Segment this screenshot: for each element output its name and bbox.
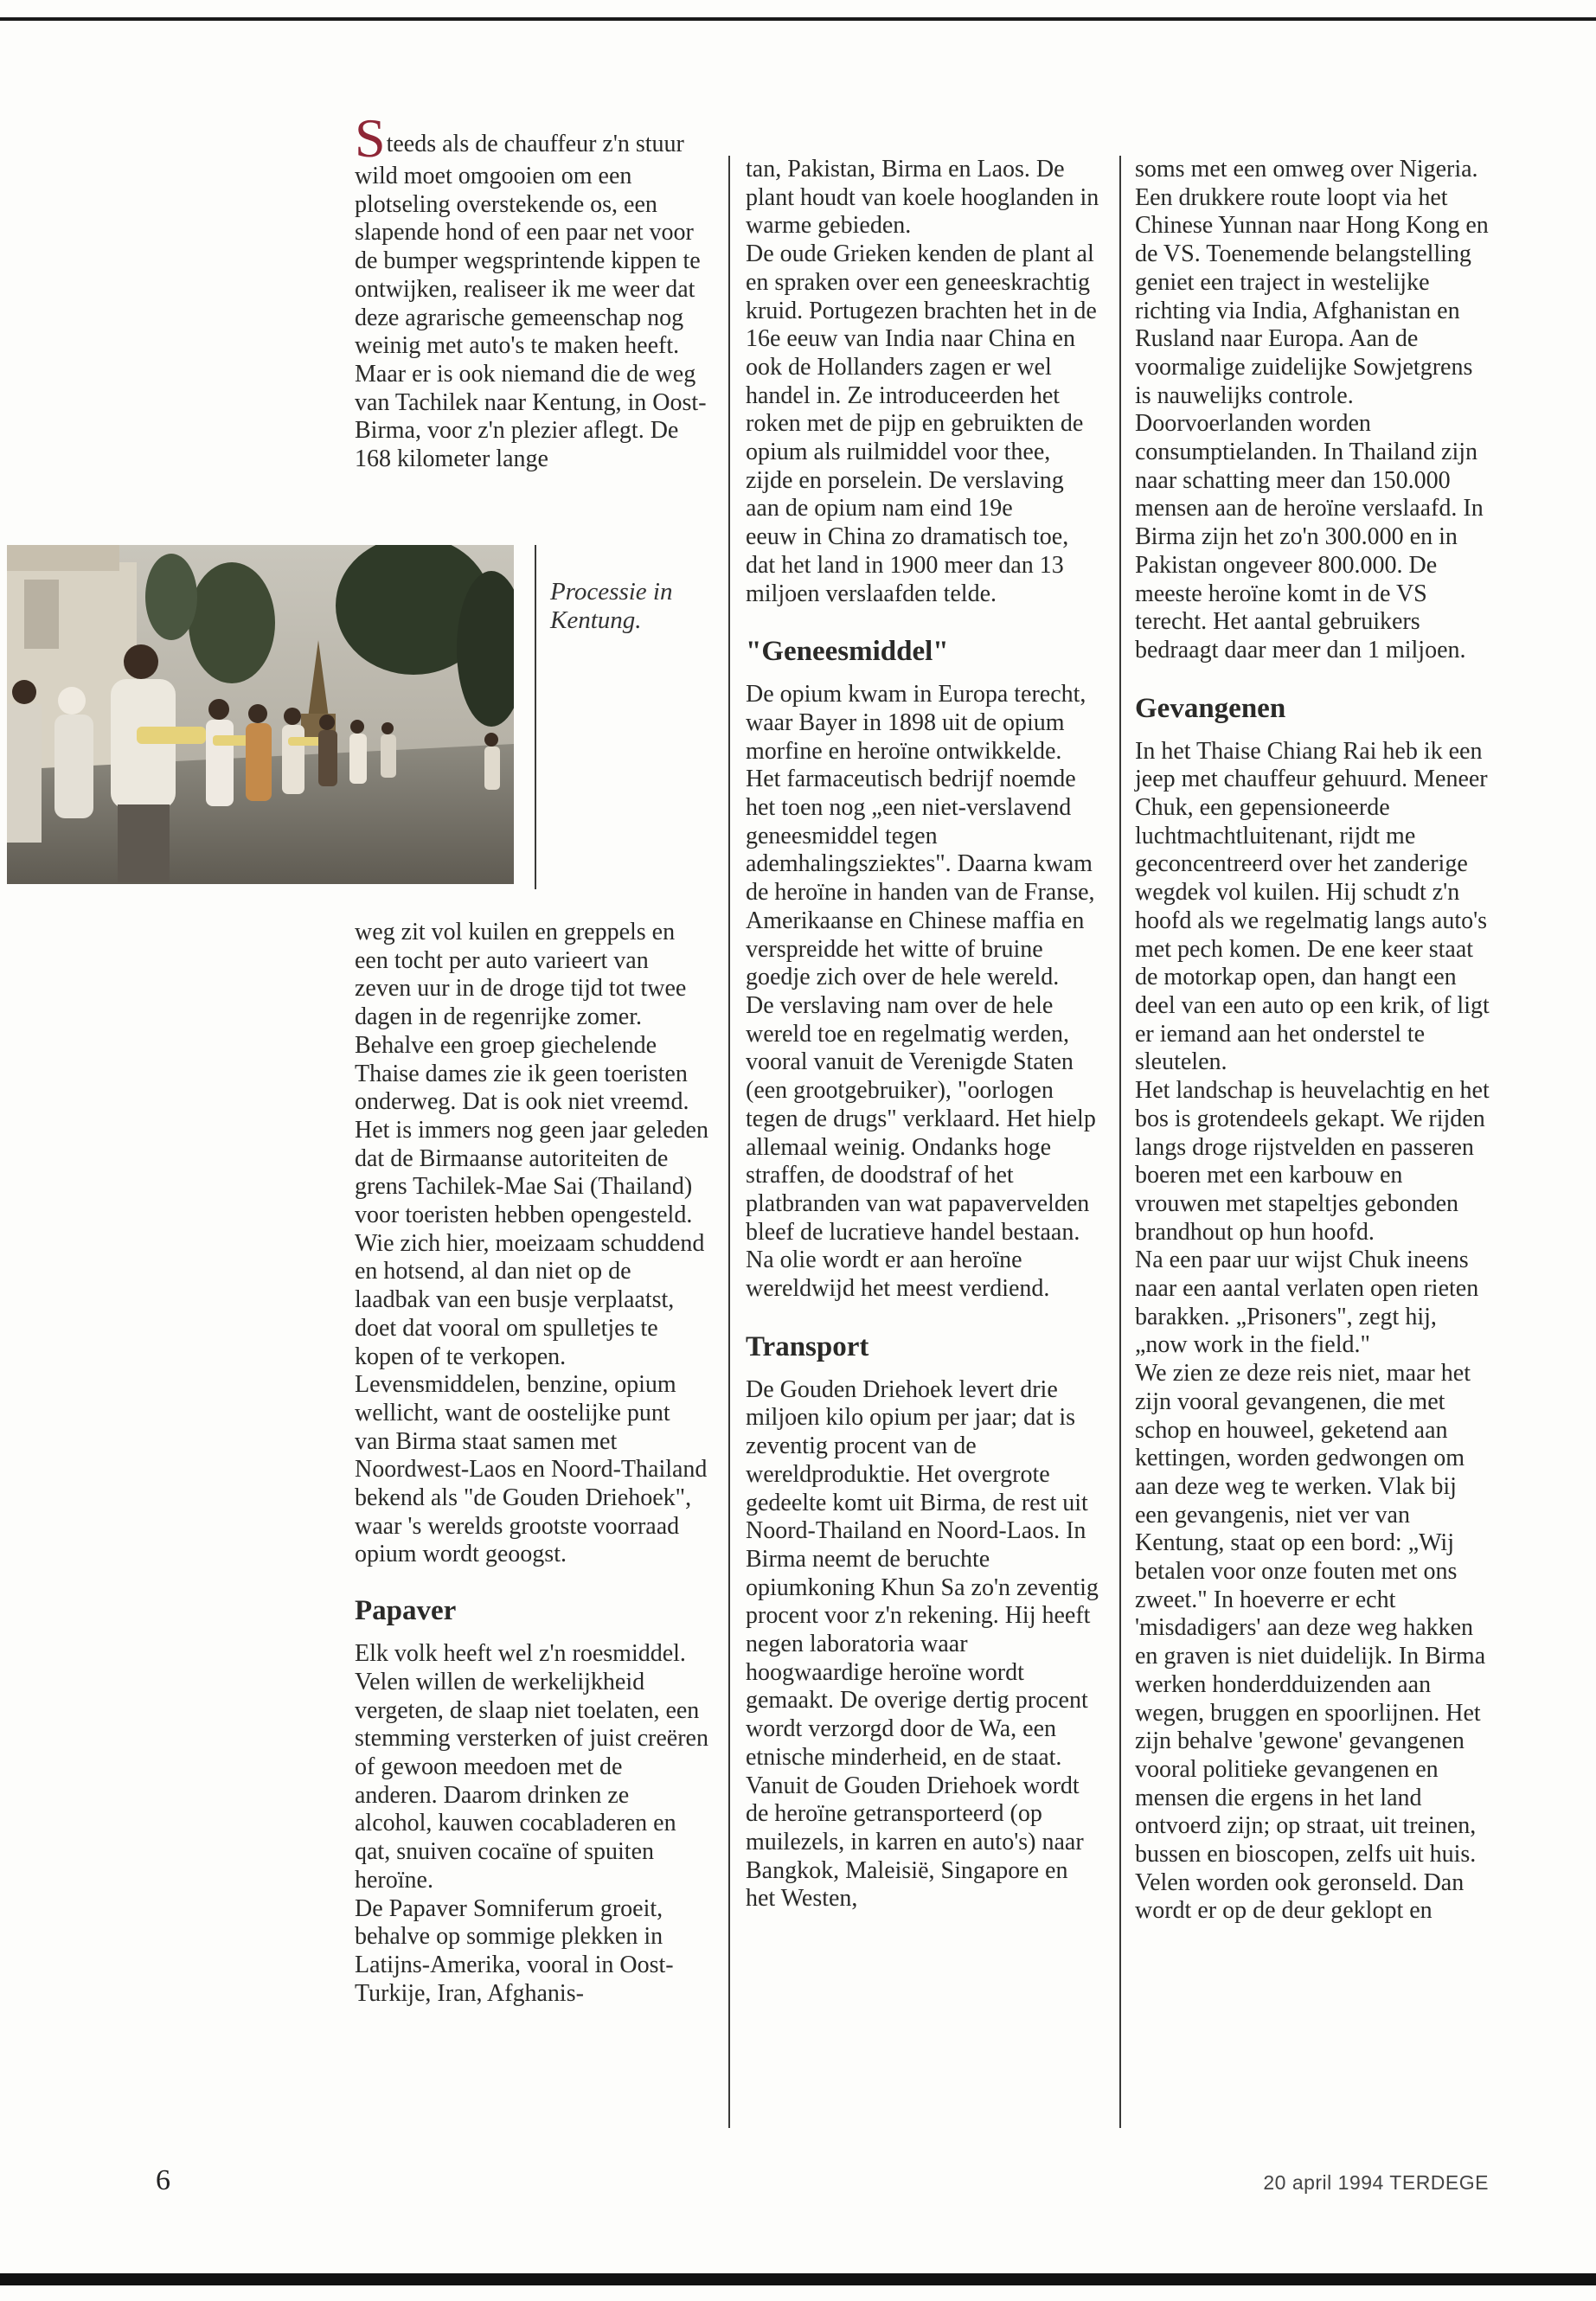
paragraph: Doorvoerlanden worden consumptielanden. In Thailand zijn naar schatting meer dan 150.000 mensen aan de heroïne verslaafd. In Birma zijn het zo'n 300.000 en in Pakistan ongeveer 800.000. De meeste heroïne komt in de VS terecht. Het aantal gebruikers bedraagt daar meer dan 1 miljoen. [1135,410,1484,663]
column-3 [1135,156,1491,1926]
caption-rule [535,545,536,889]
paragraph: De Gouden Driehoek levert drie miljoen kilo opium per jaar; dat is zeventig procent van de wereldproduktie. Het overgrote gedeelte komt uit Birma, de rest uit Noord-Thailand en Noord-Laos. In Birma neemt de beruchte opiumkoning Khun Sa zo'n zeventig procent voor z'n rekening. Hij heeft negen laboratoria waar hoogwaardige heroïne wordt gemaakt. De overige dertig procent wordt verzorgd door de Wa, een etnische minderheid, en de staat. [746,1375,1099,1771]
column-1-bottom [355,919,709,2008]
paragraph: We zien ze deze reis niet, maar het zijn vooral gevangenen, die met schop en houweel, geketend aan kettingen, worden gedwongen om aan deze weg te werken. Vlak bij een gevangenis, niet ver van Kentung, staat op een bord: „Wij betalen voor onze fouten met ons zweet." In hoeverre er echt 'misdadigers' aan deze weg hakken en graven is niet duidelijk. In Birma werken honderdduizenden aan wegen, bruggen en spoorlijnen. Het zijn behalve 'gewone' gevangenen vooral politieke gevangenen en mensen die ergens in het land ontvoerd zijn; op straat, uit treinen, bussen en bioscopen, zelfs uit huis. Velen worden ook geronseld. Dan wordt er op de deur geklopt en [1135,1360,1486,1925]
paragraph: In het Thaise Chiang Rai heb ik een jeep met chauffeur gehuurd. Meneer Chuk, een gepensioneerde luchtmachtluitenant, rijdt me geconcentreerd over het zanderige wegdek vol kuilen. Hij schudt z'n hoofd als we regelmatig langs auto's met pech komen. De ene keer staat de motorkap open, dan hangt een deel van een auto op een krik, of ligt er iemand aan het onderstel te sleutelen. [1135,737,1490,1076]
intro-paragraph: Steeds als de chauffeur z'n stuur wild moet omgooien om een plotseling overstekende os, een slapende hond of een paar net voor de bumper wegsprintende kippen te ontwijken, realiseer ik me weer dat deze agrarische gemeenschap nog weinig met auto's te maken heeft. Maar er is ook niemand die de weg van Tachilek naar Kentung, in Oost-Birma, voor z'n plezier aflegt. De 168 kilometer lange [355,107,707,473]
column-2 [746,156,1102,1913]
paragraph: De oude Grieken kenden de plant al en spraken over een geneeskrachtig kruid. Portugezen brachten het in de 16e eeuw van India naar China en ook de Hollanders zagen er wel handel in. Ze introduceerden het roken met de pijp en gebruikten de opium als ruilmiddel voor thee, zijde en porselein. De verslaving aan de opium nam eind 19e [746,240,1097,522]
bottom-rule [0,2273,1596,2285]
paragraph: De opium kwam in Europa terecht, waar Bayer in 1898 uit de opium morfine en heroïne ontwikkelde. Het farmaceutisch bedrijf noemde het toen nog „een niet-verslavend geneesmiddel tegen ademhalingsziektes". Daarna kwam de heroïne in handen van de Franse, Amerikaanse en Chinese maffia en verspreidde het witte of bruine goedje zich over de hele wereld. [746,681,1095,991]
page-number: 6 [156,2164,170,2196]
paragraph: Wie zich hier, moeizaam schuddend en hotsend, al dan niet op de laadbak van een busje verplaatst, doet dat vooral om spulletjes te kopen of te verkopen. Levensmiddelen, benzine, opium wellicht, want de oostelijke punt van Birma staat samen met Noordwest-Laos en Noord-Thailand bekend als "de Gouden Driehoek", waar 's werelds grootste voorraad opium wordt geoogst. [355,1229,708,1568]
issue-footer: 20 april 1994 TERDEGE [1263,2171,1489,2194]
paragraph: De verslaving nam over de hele wereld toe en regelmatig werden, vooral vanuit de Verenigde Staten (een grootgebruiker), "oorlogen tegen de drugs" verklaard. Het hielp allemaal weinig. Ondanks hoge straffen, de doodstraf of het platbranden van wat papavervelden bleef de lucratieve handel bestaan. Na olie wordt er aan heroïne wereldwijd het meest verdiend. [746,991,1096,1303]
paragraph: Behalve een groep giechelende Thaise dames zie ik geen toeristen onderweg. Dat is ook niet vreemd. Het is immers nog geen jaar geleden dat de Birmaanse autoriteiten de grens Tachilek-Mae Sai (Thailand) voor toeristen hebben opengesteld. [355,1031,708,1229]
paragraph: Vanuit de Gouden Driehoek wordt de heroïne getransporteerd (op muilezels, in karren en auto's) naar Bangkok, Maleisië, Singapore en het Westen, [746,1772,1084,1913]
column-1-top [355,107,709,474]
subheading-papaver: Papaver [355,1595,457,1627]
paragraph: Na een paar uur wijst Chuk ineens naar een aantal verlaten open rieten barakken. „Prisoners", zegt hij, „now work in the field." [1135,1247,1479,1359]
subheading-geneesmiddel: "Geneesmiddel" [746,636,949,668]
paragraph: De Papaver Somniferum groeit, behalve op sommige plekken in Latijns-Amerika, vooral in Oost-Turkije, Iran, Afghanis- [355,1894,674,2007]
paragraph: tan, Pakistan, Birma en Laos. De plant houdt van koele hooglanden in warme gebieden. [746,156,1099,240]
drop-cap: S [355,107,386,169]
photo-caption: Processie in Kentung. [550,578,673,634]
top-rule [0,17,1596,21]
paragraph: weg zit vol kuilen en greppels en een tocht per auto varieert van zeven uur in de droge tijd tot twee dagen in de regenrijke zomer. [355,919,687,1031]
paragraph: eeuw in China zo dramatisch toe, dat het land in 1900 meer dan 13 miljoen verslaafden telde. [746,523,1069,607]
procession-photo [7,545,514,884]
column-rule [728,156,730,2128]
paragraph: soms met een omweg over Nigeria. Een drukkere route loopt via het Chinese Yunnan naar Hong Kong en de VS. Toenemende belangstelling geniet een traject in westelijke richting via India, Afghanistan en Rusland naar Europa. Aan de voormalige zuidelijke Sowjetgrens is nauwelijks controle. [1135,156,1489,409]
paragraph: Het landschap is heuvelachtig en het bos is grotendeels gekapt. We rijden langs droge rijstvelden en passeren boeren met een karbouw en vrouwen met stapeltjes gebonden brandhout op hun hoofd. [1135,1077,1490,1246]
subheading-transport: Transport [746,1330,869,1362]
subheading-gevangenen: Gevangenen [1135,692,1286,724]
column-rule [1119,156,1121,2128]
paragraph: Elk volk heeft wel z'n roesmiddel. Velen willen de werkelijkheid vergeten, de slaap niet toelaten, een stemming versterken of juist creëren of gewoon meedoen met de anderen. Daarom drinken ze alcohol, kauwen cocabladeren en qat, snuiven cocaïne of spuiten heroïne. [355,1640,708,1894]
